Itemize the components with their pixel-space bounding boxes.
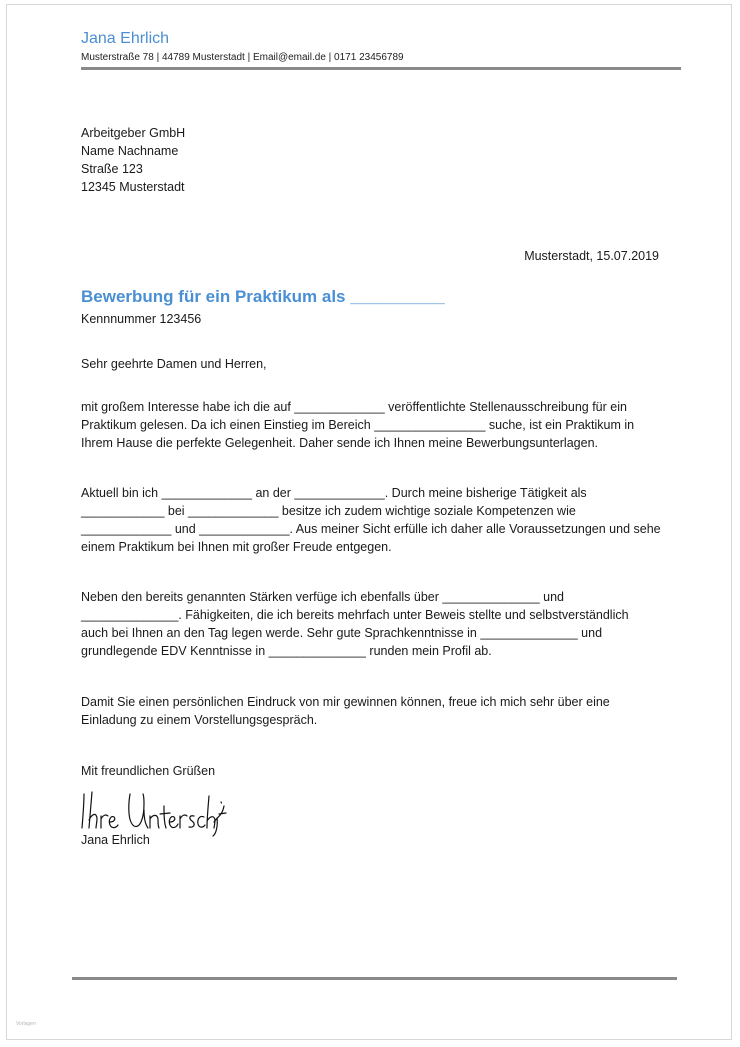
- paragraph-line: Ihrem Hause die perfekte Gelegenheit. Daher sende ich Ihnen meine Bewerbungsunterlagen.: [81, 436, 598, 450]
- sender-name: Jana Ehrlich: [81, 30, 170, 47]
- closing: [81, 762, 681, 780]
- salutation-text: Sehr geehrte Damen und Herren,: [81, 357, 267, 371]
- paragraph-line: ____________ bei _____________ besitze ich zudem wichtige soziale Kompetenzen wie: [81, 504, 576, 518]
- paragraph-line: grundlegende EDV Kenntnisse in ______________ runden mein Profil ab.: [81, 644, 492, 658]
- recipient-contact-person: Name Nachname: [81, 144, 179, 158]
- sender-contact-line: Musterstraße 78 | 44789 Musterstadt | Email@email.de | 0171 23456789: [81, 52, 404, 63]
- recipient-city: 12345 Musterstadt: [81, 180, 185, 194]
- body-paragraph-1: [81, 398, 681, 452]
- recipient-company: Arbeitgeber GmbH: [81, 126, 186, 140]
- paragraph-line: Praktikum gelesen. Da ich einen Einstieg im Bereich ________________ suche, ist ein Praktikum in: [81, 418, 635, 432]
- body-paragraph-4: [81, 693, 681, 729]
- paragraph-line: Neben den bereits genannten Stärken verfüge ich ebenfalls über ______________ und: [81, 590, 565, 604]
- reference-number: Kennnummer 123456: [81, 312, 202, 326]
- salutation: [81, 355, 681, 373]
- footer-divider: [72, 977, 677, 980]
- paragraph-line: Aktuell bin ich _____________ an der _____________. Durch meine bisherige Tätigkeit als: [81, 486, 587, 500]
- paragraph-line: Einladung zu einem Vorstellungsgespräch.: [81, 713, 318, 727]
- paragraph-line: Damit Sie einen persönlichen Eindruck von mir gewinnen können, freue ich mich sehr über eine: [81, 695, 610, 709]
- closing-text: Mit freundlichen Grüßen: [81, 764, 216, 778]
- paragraph-line: einem Praktikum bei Ihnen mit großer Freude entgegen.: [81, 540, 392, 554]
- watermark: Vorlagen: [16, 1021, 36, 1027]
- paragraph-line: mit großem Interesse habe ich die auf _____________ veröffentlichte Stellenausschreibung für ein: [81, 400, 627, 414]
- recipient-address: [81, 124, 185, 196]
- paragraph-line: ______________. Fähigkeiten, die ich bereits mehrfach unter Beweis stellte und selbstverständlich: [81, 608, 629, 622]
- body-paragraph-2: [81, 484, 681, 556]
- header-divider: [81, 67, 681, 70]
- signer-name: Jana Ehrlich: [81, 833, 150, 847]
- letter-subject: Bewerbung für ein Praktikum als __________: [81, 287, 445, 306]
- paragraph-line: _____________ und _____________. Aus meiner Sicht erfülle ich daher alle Voraussetzungen und sehe: [81, 522, 661, 536]
- letter-date: Musterstadt, 15.07.2019: [524, 249, 659, 263]
- body-paragraph-3: [81, 588, 681, 660]
- handwritten-signature: [78, 786, 228, 838]
- recipient-street: Straße 123: [81, 162, 143, 176]
- paragraph-line: auch bei Ihnen an den Tag legen werde. Sehr gute Sprachkenntnisse in ______________ und: [81, 626, 603, 640]
